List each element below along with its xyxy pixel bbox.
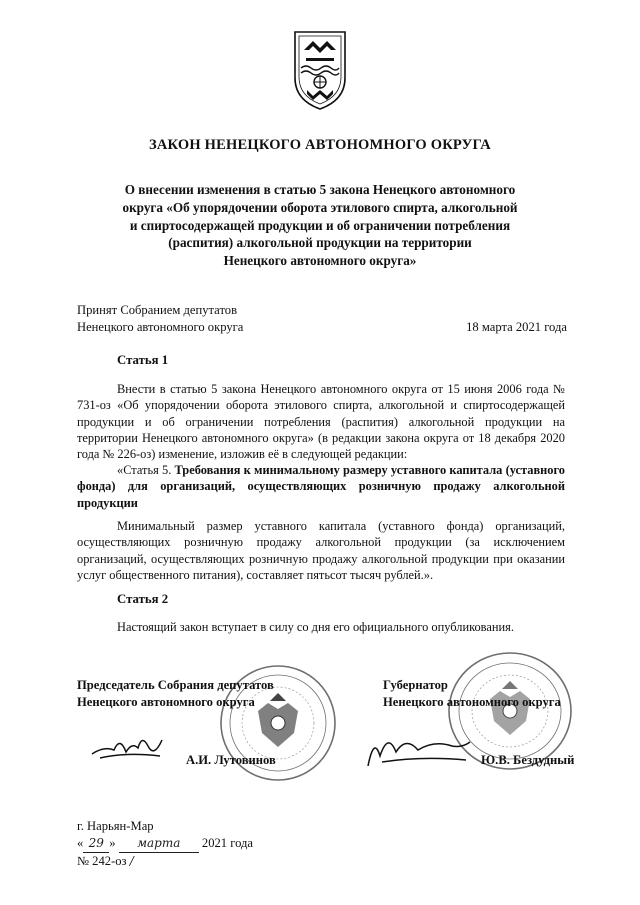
article-1-intro: Внести в статью 5 закона Ненецкого автономного округа от 15 июня 2006 года № 731-оз «Об упорядочении оборота этилового спирта, алкогольной и спиртосодержащей продукции и об ограничении потребления (распития) алкогольной продукции на территории Ненецкого автономного округа» (в редакции закона округа от 18 декабря 2020 года № 226-оз) изменение, изложив её в следующей редакции: <box>77 382 565 462</box>
law-number <box>77 853 253 870</box>
right-title-line-1: Губернатор <box>383 678 448 692</box>
quote-heading: Требования к минимальному размеру уставного капитала (уставного фонда) для организаций, осуществляющих розничную продажу алкогольной продукции <box>77 463 565 510</box>
left-title-line-1: Председатель Собрания депутатов <box>77 678 274 692</box>
quote-open: « <box>77 836 84 850</box>
subtitle-line: и спиртосодержащей продукции и об ограничении потребления <box>129 217 511 233</box>
article-2-body: Настоящий закон вступает в силу со дня его официального опубликования. <box>117 620 514 634</box>
adoption-date: 18 марта 2021 года <box>466 320 567 334</box>
year: 2021 года <box>201 836 254 850</box>
right-signatory-name: Ю.В. Бездудный <box>481 753 575 767</box>
law-title: ЗАКОН НЕНЕЦКОГО АВТОНОМНОГО ОКРУГА <box>149 137 491 153</box>
article-2-heading: Статья 2 <box>117 592 169 606</box>
right-title-line-2: Ненецкого автономного округа <box>383 695 561 709</box>
adoption-line-1: Принят Собранием депутатов <box>77 303 238 317</box>
subtitle-line: округа «Об упорядочении оборота этилового спирта, алкогольной <box>122 199 518 215</box>
signing-date <box>77 835 253 853</box>
quote-close: » <box>109 836 116 850</box>
right-signatory-title <box>383 677 561 711</box>
adoption-block <box>77 302 567 336</box>
footer-block <box>77 818 253 870</box>
subtitle-line: О внесении изменения в статью 5 закона Ненецкого автономного <box>124 182 516 197</box>
quote-prefix: «Статья 5. <box>117 463 172 477</box>
article-1-heading: Статья 1 <box>117 353 169 367</box>
law-number-text: № 242-оз <box>77 854 127 868</box>
handwritten-slash: / <box>129 854 134 868</box>
handwritten-signature <box>362 726 474 772</box>
day-handwritten: 29 <box>83 835 109 853</box>
article-1-body: Минимальный размер уставного капитала (уставного фонда) организаций, осуществляющих розничную продажу алкогольной продукции (за исключением организаций, осуществляющих розничную продажу алкогольной продукции при оказании услуг общественного питания), составляет пятьсот тысяч рублей.». <box>77 519 565 582</box>
handwritten-signature <box>90 728 168 766</box>
article-1-quote <box>77 462 565 511</box>
left-title-line-2: Ненецкого автономного округа <box>77 695 255 709</box>
adoption-line-2: Ненецкого автономного округа <box>77 320 244 334</box>
month-handwritten: марта <box>119 835 199 853</box>
subtitle-line: (распития) алкогольной продукции на территории <box>168 235 472 251</box>
left-signatory-name: А.И. Лутовинов <box>186 753 276 767</box>
left-signatory-title <box>77 677 274 711</box>
city: г. Нарьян-Мар <box>77 819 154 833</box>
coat-of-arms-icon <box>291 28 349 112</box>
law-subtitle <box>70 181 570 270</box>
subtitle-line: Ненецкого автономного округа» <box>223 253 417 269</box>
